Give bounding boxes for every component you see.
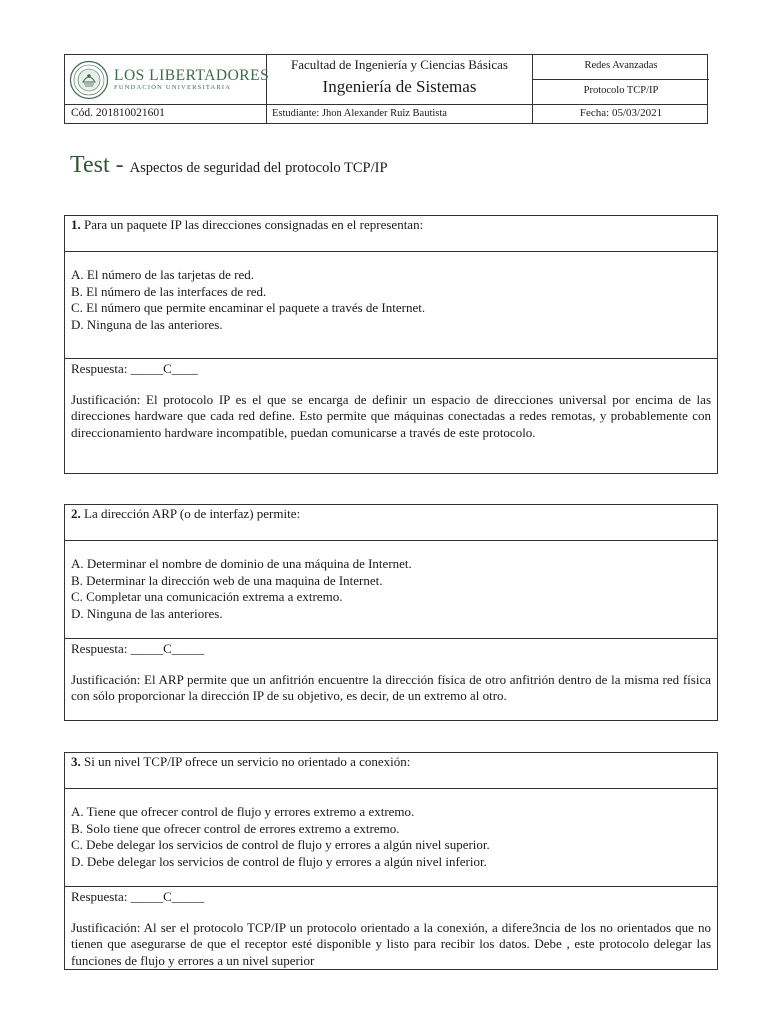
justification-text: Justificación: El ARP permite que un anfitrión encuentre la dirección física de otro anfitrión dentro de la misma red física con sólo proporcionar la dirección IP de su objetivo, es decir, de un extremo al otro. bbox=[71, 671, 711, 703]
option-d: D. Ninguna de las anteriores. bbox=[71, 316, 223, 332]
question-3 bbox=[64, 752, 718, 970]
title-main: Test - bbox=[70, 152, 130, 178]
question-1 bbox=[64, 215, 718, 474]
seal-icon bbox=[69, 60, 109, 100]
institution-subtitle: FUNDACIÓN UNIVERSITARIA bbox=[114, 84, 232, 91]
document-header bbox=[64, 54, 708, 124]
page-title bbox=[70, 152, 388, 179]
question-prompt bbox=[65, 505, 717, 540]
course-name: Redes Avanzadas bbox=[584, 60, 658, 71]
option-a: A. Determinar el nombre de dominio de una máquina de Internet. bbox=[71, 556, 412, 571]
title-subtitle: Aspectos de seguridad del protocolo TCP/IP bbox=[129, 160, 388, 176]
institution-name: LOS LIBERTADORES bbox=[114, 66, 270, 84]
document-date: Fecha: 05/03/2021 bbox=[579, 107, 663, 119]
faculty-name: Facultad de Ingeniería y Ciencias Básicas bbox=[291, 57, 508, 72]
student-code: Cód. 201810021601 bbox=[71, 107, 165, 119]
option-a: A. El número de las tarjetas de red. bbox=[71, 267, 255, 282]
answer-text: Respuesta: _____C____ bbox=[71, 361, 198, 376]
answer-section bbox=[65, 638, 717, 720]
answer-section bbox=[65, 886, 717, 969]
option-a: A. Tiene que ofrecer control de flujo y errores extremo a extremo. bbox=[71, 804, 415, 819]
institution-logo bbox=[65, 55, 270, 104]
question-number: 3. bbox=[71, 754, 81, 769]
student-name: Estudiante: Jhon Alexander Ruiz Bautista bbox=[272, 108, 447, 119]
question-options bbox=[65, 540, 717, 638]
option-b: B. Solo tiene que ofrecer control de errores extremo a extremo. bbox=[71, 820, 400, 836]
question-text: Si un nivel TCP/IP ofrece un servicio no orientado a conexión: bbox=[80, 754, 411, 769]
justification-text: Justificación: Al ser el protocolo TCP/IP un protocolo orientado a la conexión, a difere3ncia de los no orientados que no tienen que asegurarse de que el receptor esté disponible y listo para recibir los datos. Debe , este protocolo delegar las funciones de flujo y errores a un nivel superior bbox=[71, 919, 711, 968]
option-d: D. Debe delegar los servicios de control de flujo y errores a algún nivel inferior. bbox=[71, 853, 487, 869]
question-text: Para un paquete IP las direcciones consignadas en el representan: bbox=[80, 217, 424, 232]
question-text: La dirección ARP (o de interfaz) permite: bbox=[80, 506, 301, 521]
option-c: C. El número que permite encaminar el paquete a través de Internet. bbox=[71, 300, 426, 315]
option-b: B. Determinar la dirección web de una maquina de Internet. bbox=[71, 572, 383, 588]
justification-text: Justificación: El protocolo IP es el que se encarga de definir un espacio de direcciones universal por encima de las direcciones hardware que cada red define. Esto permite que máquinas conectadas a redes remotas, y probablemente con direccionamiento hardware incompatible, puedan comunicarse a través de este protocolo. bbox=[71, 391, 711, 440]
option-b: B. El número de las interfaces de red. bbox=[71, 283, 267, 299]
question-prompt bbox=[65, 753, 717, 788]
option-c: C. Completar una comunicación extrema a extremo. bbox=[71, 589, 343, 604]
question-prompt bbox=[65, 216, 717, 251]
question-2 bbox=[64, 504, 718, 721]
answer-section bbox=[65, 358, 717, 473]
program-name: Ingeniería de Sistemas bbox=[322, 77, 477, 96]
question-options bbox=[65, 251, 717, 358]
question-number: 1. bbox=[71, 217, 81, 232]
option-d: D. Ninguna de las anteriores. bbox=[71, 605, 223, 621]
topic-name: Protocolo TCP/IP bbox=[583, 85, 659, 96]
option-c: C. Debe delegar los servicios de control de flujo y errores a algún nivel superior. bbox=[71, 837, 490, 852]
question-number: 2. bbox=[71, 506, 81, 521]
answer-text: Respuesta: _____C_____ bbox=[71, 641, 205, 656]
question-options bbox=[65, 788, 717, 886]
answer-text: Respuesta: _____C_____ bbox=[71, 889, 205, 904]
